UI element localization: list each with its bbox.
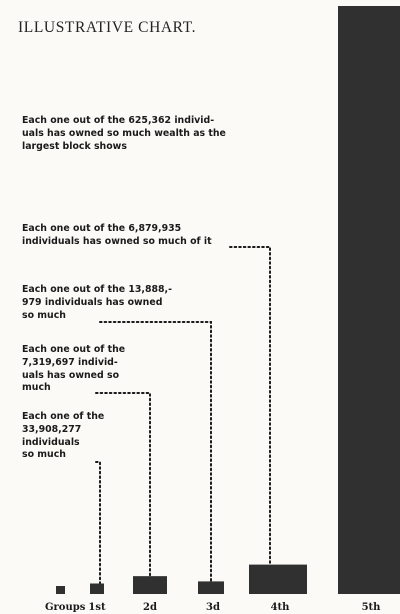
x-tick-5th: 5th	[361, 602, 381, 613]
x-tick-3d: 3d	[206, 602, 220, 613]
leader-line-2d	[96, 393, 150, 576]
bars	[56, 6, 400, 594]
leader-line-3d	[100, 322, 211, 581]
annotation-3d-line-2: 979 individuals has owned	[22, 296, 163, 308]
annotation-1st-line-3: individuals	[22, 436, 80, 448]
leader-lines	[96, 150, 342, 584]
bar-5th	[338, 6, 400, 594]
x-axis-labels	[45, 602, 381, 613]
annotation-2d-line-4: much	[22, 382, 51, 394]
x-tick-2d: 2d	[143, 602, 157, 613]
annotation-5th-line-3: largest block shows	[22, 140, 127, 152]
annotation-1st-line-2: 33,908,277	[22, 423, 82, 435]
leader-line-1st	[96, 462, 100, 584]
leader-line-4th	[230, 247, 270, 565]
annotation-1st-line-4: so much	[22, 449, 66, 461]
bar-reference-unit	[56, 586, 65, 594]
annotation-5th-line-1: Each one out of the 625,362 individ-	[22, 115, 215, 126]
bar-2d	[133, 576, 167, 594]
annotation-2d-line-1: Each one out of the	[22, 344, 126, 355]
bar-3d	[198, 581, 224, 594]
annotation-4th-line-1: Each one out of the 6,879,935	[22, 223, 182, 234]
annotation-2d-line-2: 7,319,697 individ-	[22, 356, 118, 368]
annotation-3d-line-1: Each one out of the 13,888,-	[22, 284, 173, 295]
bar-1st	[90, 584, 104, 595]
bar-4th	[249, 565, 307, 594]
annotation-5th-line-2: uals has owned so much wealth as the	[22, 127, 226, 139]
annotation-1st-line-1: Each one of the	[22, 411, 105, 422]
annotation-3d-line-3: so much	[22, 309, 66, 321]
annotation-4th-line-2: individuals has owned so much of it	[22, 235, 212, 247]
x-axis-title: Groups	[45, 602, 86, 613]
annotation-2d-line-3: uals has owned so	[22, 369, 120, 381]
chart-title: ILLUSTRATIVE CHART.	[18, 19, 197, 36]
x-tick-4th: 4th	[270, 602, 290, 613]
x-tick-1st: 1st	[88, 602, 106, 613]
